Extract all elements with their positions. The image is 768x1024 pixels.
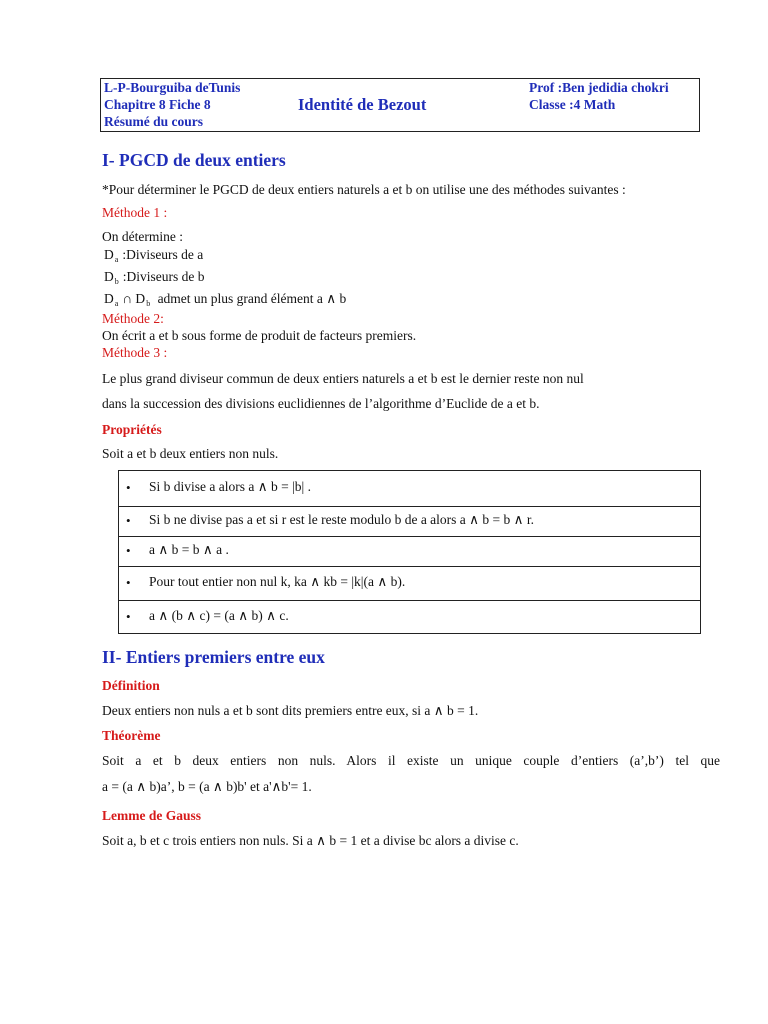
property-row [119, 507, 700, 537]
theorem-line2: a = (a ∧ b)a’, b = (a ∧ b)b' et a'∧b'= 1. [102, 779, 312, 794]
section1-title: I- PGCD de deux entiers [102, 150, 286, 170]
method2-text: On écrit a et b sous forme de produit de facteurs premiers. [102, 328, 417, 343]
bullet-icon: • [126, 480, 131, 495]
method1-title: Méthode 1 : [102, 205, 168, 220]
properties-intro: Soit a et b deux entiers non nuls. [102, 446, 279, 461]
bullet-icon: • [126, 513, 131, 528]
property-text: Si b ne divise pas a et si r est le reste modulo b de a alors a ∧ b = b ∧ r. [149, 512, 535, 527]
header-box [100, 78, 700, 132]
property-text: Si b divise a alors a ∧ b = |b| . [149, 479, 312, 494]
property-row [119, 601, 700, 635]
method3-line2: dans la succession des divisions euclidiennes de l’algorithme d’Euclide de a et b. [102, 396, 540, 411]
property-row [119, 567, 700, 601]
property-text: Pour tout entier non nul k, ka ∧ kb = |k|(a ∧ b). [149, 574, 406, 589]
gauss-text: Soit a, b et c trois entiers non nuls. Si a ∧ b = 1 et a divise bc alors a divise c. [102, 833, 519, 848]
method1-intro: On détermine : [102, 229, 183, 244]
method3-line1: Le plus grand diviseur commun de deux entiers naturels a et b est le dernier reste non nul [102, 371, 584, 386]
section2-title: II- Entiers premiers entre eux [102, 647, 325, 667]
summary-label: Résumé du cours [104, 114, 204, 129]
section1-intro: *Pour déterminer le PGCD de deux entiers naturels a et b on utilise une des méthodes suivantes : [102, 182, 626, 197]
property-text: a ∧ b = b ∧ a . [149, 542, 229, 557]
bullet-icon: • [126, 575, 131, 590]
document-title: Identité de Bezout [298, 95, 427, 114]
bullet-icon: • [126, 609, 131, 624]
method1-line-da: $D_a$ :Diviseurs de a [104, 247, 204, 264]
method2-title: Méthode 2: [102, 311, 164, 326]
method1-line-db: $D_b$ :Diviseurs de b [104, 269, 205, 286]
class-label: Classe :4 Math [529, 97, 616, 112]
property-row [119, 471, 700, 507]
property-row [119, 537, 700, 567]
school-name: L-P-Bourguiba deTunis [104, 80, 241, 95]
properties-title: Propriétés [102, 422, 162, 437]
bullet-icon: • [126, 543, 131, 558]
properties-table [118, 470, 701, 634]
chapter-label: Chapitre 8 Fiche 8 [104, 97, 211, 112]
theorem-line1: Soit a et b deux entiers non nuls. Alors il existe un unique couple d’entiers (a’,b’) tel que [102, 753, 720, 768]
method1-line-intersection: $D_a$ ∩ $D_b$ admet un plus grand élément a ∧ b [104, 291, 347, 308]
definition-title: Définition [102, 678, 160, 693]
theorem-title: Théorème [102, 728, 161, 743]
definition-text: Deux entiers non nuls a et b sont dits premiers entre eux, si a ∧ b = 1. [102, 703, 479, 718]
method3-title: Méthode 3 : [102, 345, 168, 360]
prof-label: Prof :Ben jedidia chokri [529, 80, 669, 95]
gauss-title: Lemme de Gauss [102, 808, 201, 823]
property-text: a ∧ (b ∧ c) = (a ∧ b) ∧ c. [149, 608, 289, 623]
